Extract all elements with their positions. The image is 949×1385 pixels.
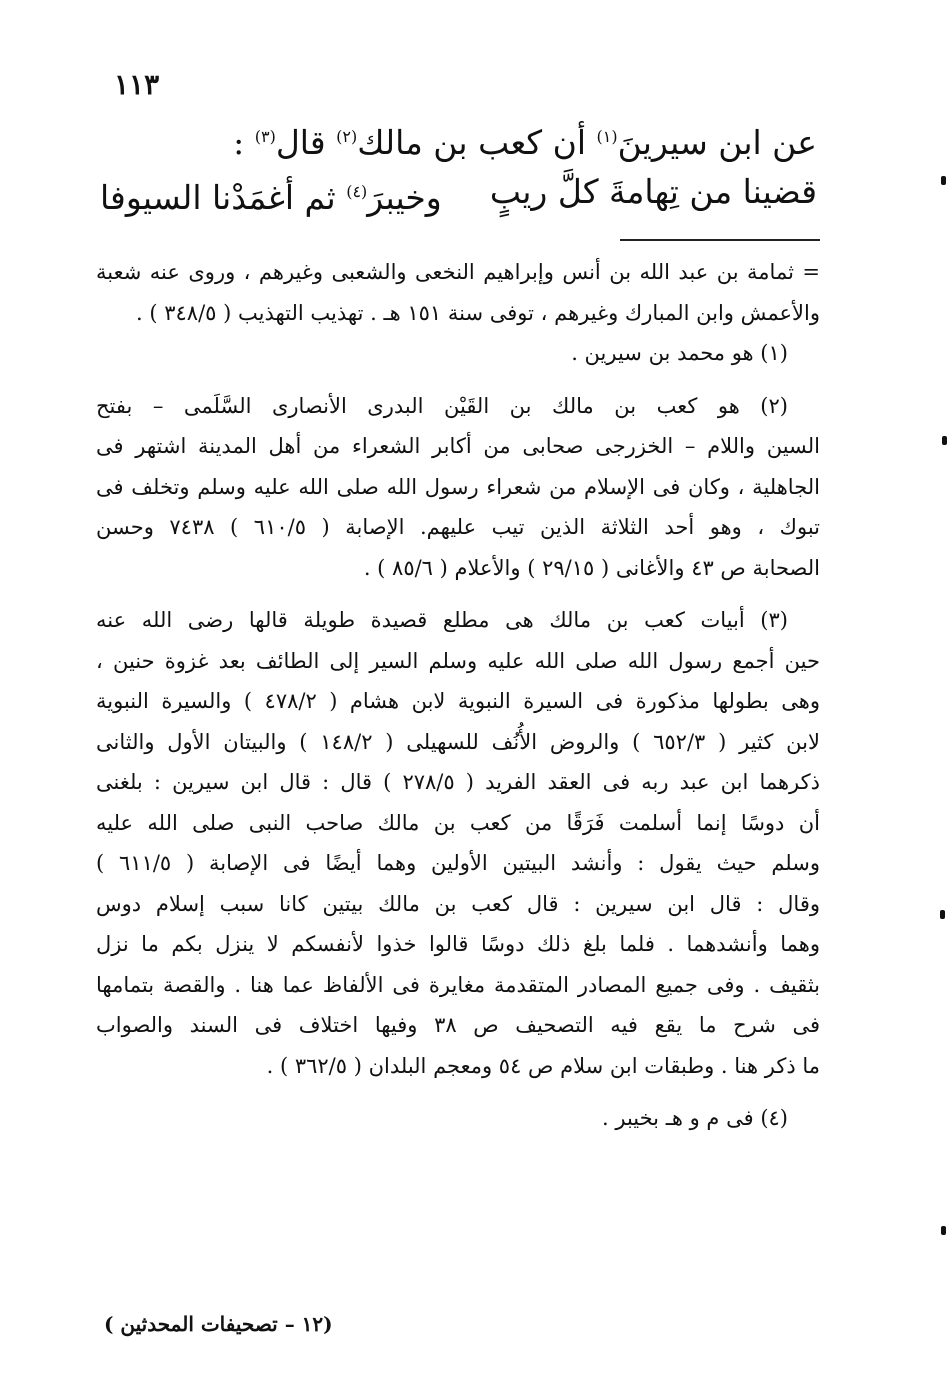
footnote-4	[96, 1098, 820, 1139]
footnote-1	[96, 333, 820, 374]
footnote-continuation	[96, 252, 820, 333]
page-footer: (١٢ – تصحيفات المحدثين )	[104, 1312, 333, 1336]
footnote-line: فى شرح ما يقع فيه التصحيف ص ٣٨ وفيها اختلاف فى السند والصواب	[96, 1013, 820, 1037]
main-text-part: :	[233, 123, 255, 162]
verse-first-hemistich: قضينا من تِهامةَ كلَّ ريبٍ	[489, 172, 817, 211]
footnote-line: (٢) هو كعب بن مالك بن القَيْن البدرى الأنصارى السَّلَمى – بفتح	[96, 393, 788, 418]
margin-mark	[940, 910, 945, 919]
footnote-line: السين واللام – الخزرجى صحابى من أكابر الشعراء من أهل المدينة اشتهر فى	[96, 434, 820, 458]
footnote-line: وقال : قال ابن سيرين : قال كعب بن مالك بيتين كانا سبب إسلام دوس	[96, 891, 820, 916]
footnote-spacer	[96, 374, 820, 386]
main-text-part: أن كعب بن مالك	[357, 123, 597, 162]
footnote-line: أن دوسًا إنما أسلمت فَرَقًا من كعب بن مالك صاحب النبى صلى الله عليه	[96, 810, 820, 835]
footnote-line: والأعمش وابن المبارك وغيرهم ، توفى سنة ١٥١ هـ . تهذيب التهذيب ( ٣٤٨/٥ ) .	[136, 300, 820, 325]
footnote-divider	[620, 239, 820, 241]
footnote-line: بثقيف . وفى جميع المصادر المتقدمة مغايرة فى الألفاظ عما هنا . والقصة بتمامها	[96, 972, 820, 997]
footnote-line: الصحابة ص ٤٣ والأغانى ( ٢٩/١٥ ) والأعلام ( ٨٥/٦ ) .	[363, 555, 820, 580]
footnote-line: (١) هو محمد بن سيرين .	[571, 341, 788, 365]
footnote-line: ما ذكر هنا . وطبقات ابن سلام ص ٥٤ ومعجم البلدان ( ٣٦٢/٥ ) .	[266, 1053, 820, 1078]
footnotes-section	[96, 252, 820, 1139]
verse-second-hemistich	[100, 172, 442, 218]
verse-text: ثم أغمَدْنا السيوفا	[100, 178, 347, 217]
footnote-ref-3: (٣)	[254, 127, 276, 146]
main-text-part: قال	[275, 123, 337, 162]
footnote-spacer	[96, 588, 820, 600]
footnote-spacer	[96, 1086, 820, 1098]
footnote-3	[96, 600, 820, 1086]
margin-mark	[941, 176, 946, 185]
main-text-line	[233, 117, 817, 163]
footnote-line: تبوك ، وهو أحد الثلاثة الذين تيب عليهم. الإصابة ( ٦١٠/٥ ) ٧٤٣٨ وحسن	[96, 515, 820, 539]
footnote-2	[96, 386, 820, 589]
margin-mark	[941, 1226, 946, 1235]
footnote-line: حين أجمع رسول الله صلى الله عليه وسلم السير إلى الطائف بعد غزوة حنين ،	[96, 648, 820, 673]
page-number: ١١٣	[114, 68, 160, 101]
footnote-line: (٣) أبيات كعب بن مالك هى مطلع قصيدة طويلة قالها رضى الله عنه	[96, 608, 788, 632]
footnote-line: الجاهلية ، وكان فى الإسلام من شعراء رسول الله صلى الله عليه وسلم وتخلف فى	[96, 474, 820, 499]
verse-text: وخيبرَ	[367, 178, 442, 217]
footnote-ref-4: (٤)	[346, 182, 368, 201]
footnote-line: ذكرهما ابن عبد ربه فى العقد الفريد ( ٢٧٨/٥ ) قال : قال ابن سيرين : بلغنى	[96, 770, 820, 794]
footnote-line: لابن كثير ( ٦٥٢/٣ ) والروض الأُنُف للسهيلى ( ١٤٨/٢ ) والبيتان الأول والثانى	[96, 729, 820, 754]
footnote-line: وهى بطولها مذكورة فى السيرة النبوية لابن هشام ( ٤٧٨/٢ ) والسيرة النبوية	[96, 689, 820, 713]
margin-mark	[942, 436, 947, 445]
verse-line	[100, 172, 817, 218]
footnote-line: وسلم حيث يقول : وأنشد البيتين الأولين وهما أيضًا فى الإصابة ( ٦١١/٥ )	[96, 851, 820, 875]
footnote-line: (٤) فى م و هـ بخيبر .	[602, 1106, 788, 1130]
footnote-ref-2: (٢)	[336, 127, 358, 146]
footnote-ref-1: (١)	[596, 127, 618, 146]
main-text-part: عن ابن سيرينَ	[617, 123, 817, 162]
footnote-line: وهما وأنشدهما . فلما بلغ ذلك دوسًا قالوا خذوا لأنفسكم لا ينزل بكم ما نزل	[96, 932, 820, 956]
footnote-line: = ثمامة بن عبد الله بن أنس وإبراهيم النخعى والشعبى وغيرهم ، وروى عنه شعبة	[96, 260, 820, 284]
